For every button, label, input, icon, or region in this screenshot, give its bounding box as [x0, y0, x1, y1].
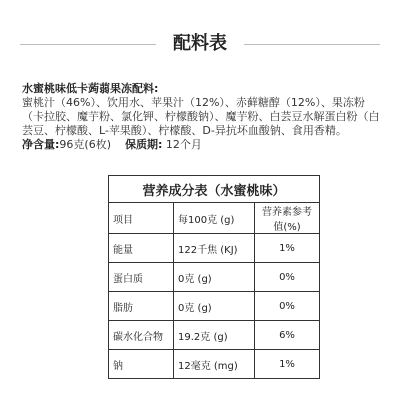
- header-nrv: 营养素参考值(%): [255, 203, 320, 234]
- row-per100: 0克 (g): [174, 263, 255, 292]
- net-content-value: 96克(6枚): [59, 138, 111, 151]
- row-per100: 0克 (g): [174, 292, 255, 321]
- nutrition-header-row: [109, 203, 320, 234]
- row-nrv: 1%: [255, 350, 320, 379]
- nutrition-caption: 营养成分表（水蜜桃味）: [109, 176, 320, 203]
- row-item: 碳水化合物: [109, 321, 174, 350]
- table-row: [109, 292, 320, 321]
- shelf-life-value: 12个月: [165, 138, 202, 151]
- row-item: 能量: [109, 234, 174, 263]
- product-meta: [22, 138, 202, 152]
- row-nrv: 6%: [255, 321, 320, 350]
- header-per100: 每100克 (g): [174, 203, 255, 234]
- nutrition-table: [108, 175, 320, 379]
- ingredients-paragraph: [22, 82, 380, 138]
- row-nrv: 1%: [255, 234, 320, 263]
- row-item: 脂肪: [109, 292, 174, 321]
- row-per100: 12毫克 (mg): [174, 350, 255, 379]
- header-item: 项目: [109, 203, 174, 234]
- net-content-label: 净含量:: [22, 138, 60, 151]
- row-item: 蛋白质: [109, 263, 174, 292]
- row-nrv: 0%: [255, 263, 320, 292]
- table-row: [109, 350, 320, 379]
- row-per100: 122千焦 (KJ): [174, 234, 255, 263]
- shelf-life-label: 保质期:: [125, 138, 163, 151]
- nutrition-caption-row: [109, 176, 320, 203]
- table-row: [109, 234, 320, 263]
- table-row: [109, 263, 320, 292]
- row-item: 钠: [109, 350, 174, 379]
- ingredients-name: 水蜜桃味低卡蒟蒻果冻配料:: [22, 82, 159, 95]
- table-row: [109, 321, 320, 350]
- row-nrv: 0%: [255, 292, 320, 321]
- page-title: 配料表: [173, 33, 227, 54]
- row-per100: 19.2克 (g): [174, 321, 255, 350]
- title-divider-right: [244, 44, 380, 45]
- title-section: [0, 33, 400, 55]
- ingredients-text: 蜜桃汁（46%）、饮用水、苹果汁（12%）、赤藓糖醇（12%）、果冻粉（卡拉胶、魔芋粉、氯化钾、柠檬酸钠）、魔芋粉、白芸豆水解蛋白粉（白芸豆、柠檬酸、L-苹果酸）、柠檬酸、D-异抗坏血酸钠、食用香精。: [22, 96, 380, 137]
